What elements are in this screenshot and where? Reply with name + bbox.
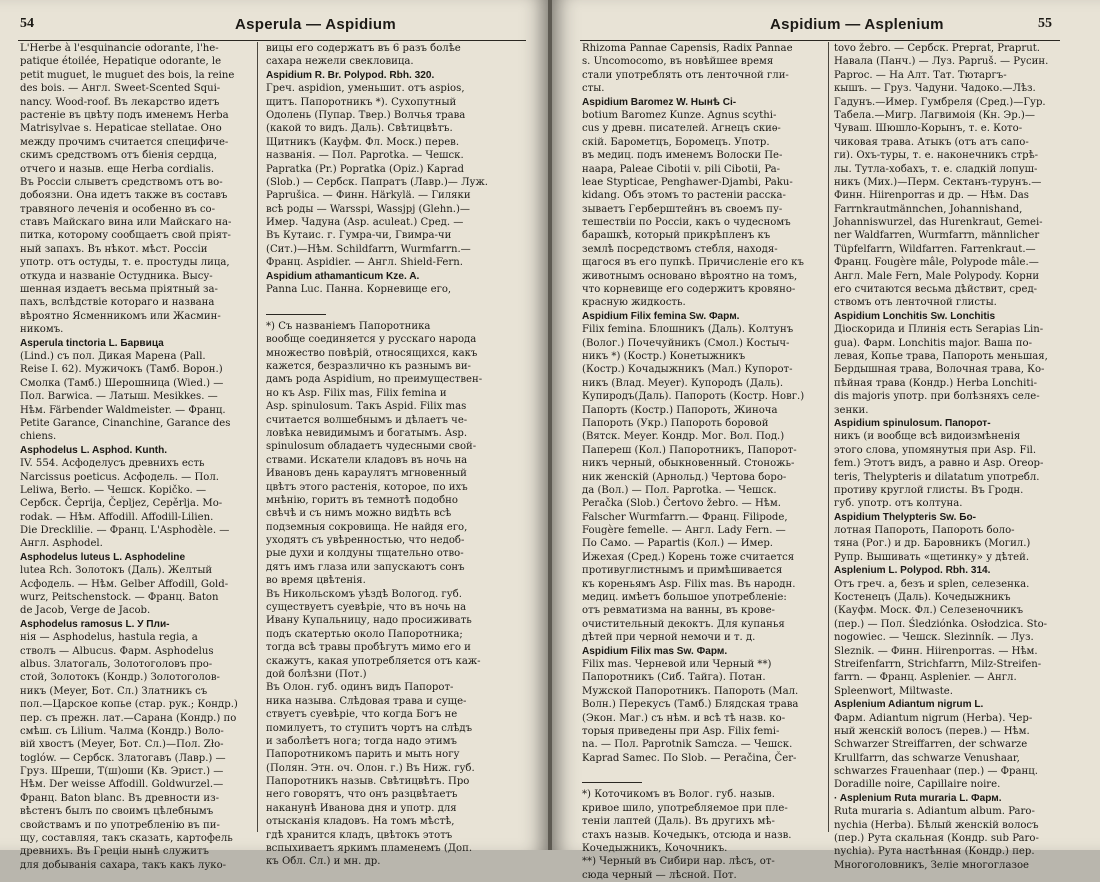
text-line: шенная издаетъ весьма пріятный за- (20, 284, 218, 296)
text-line: никъ (и вообще всѣ видоизмѣненія (834, 431, 1021, 443)
text-column-2 (834, 42, 1068, 872)
text-line: вспыхиваетъ яркимъ пламенемъ (Доп. (266, 843, 473, 855)
text-line: Ивану Купальницу, надо просиживать (266, 615, 472, 627)
text-line: ствомъ отъ ленточной глисты. (834, 297, 997, 309)
text-line: между прочимъ считается специфиче- (20, 136, 229, 148)
text-line: (Волог.) Почечуйникъ (Смол.) Костыч- (582, 337, 790, 349)
text-line: na. — Пол. Paprotnik Samcza. — Чешск. (582, 739, 793, 751)
text-line: Въ Никольскомъ уѣздѣ Вологод. губ. (266, 588, 462, 600)
text-line: *) Съ названіемъ Папоротника (266, 320, 431, 332)
text-line: (Экон. Маг.) съ нѣм. и всѣ тѣ назв. ко- (582, 712, 786, 724)
text-line: откуда и названіе Остудника. Высу- (20, 270, 213, 282)
page-header (552, 16, 1100, 36)
text-line: Въ Россіи слыветъ средствомъ отъ во- (20, 176, 223, 188)
text-line: Діоскорида и Плинія есть Serapias Lin- (834, 324, 1044, 336)
text-line: L'Herbe à l'esquinancie odorante, l'he- (20, 43, 219, 54)
text-line: къ кореньямъ Asp. Filix mas. Въ народн. (582, 578, 796, 590)
text-line: (Slob.) — Сербск. Папратъ (Лавр.)— Луж. (266, 176, 488, 188)
text-line: de Jacob, Verge de Jacob. (20, 605, 151, 617)
text-line: Rhizoma Pannae Capensis, Radix Pannae (582, 43, 793, 54)
text-line: вій хвостъ (Meyer, Бот. Сл.)—Пол. Zło- (20, 739, 224, 751)
text-line: тогда всѣ травы пробѣгутъ мимо его и (266, 642, 471, 654)
text-line: растеніе въ цвѣту подъ именемъ Herba (20, 109, 229, 121)
text-line: Отъ греч. а, безъ и splen, селезенка. (834, 578, 1030, 590)
text-line: землѣ посредствомъ стебля, находя- (582, 243, 778, 255)
text-line: барашкѣ, который прикрѣпленъ къ (582, 230, 771, 242)
text-line: Нѣм. Der weisse Affodill. Goldwurzel.— (20, 779, 224, 791)
text-line: рые духи и колдуны тщательно отво- (266, 548, 464, 560)
entry-heading-line: Aspidium R. Br. Polypod. Rbh. 320. (266, 69, 435, 81)
text-line: Ивановъ день караулятъ мгновенный (266, 468, 467, 480)
text-line: Сербск. Čepriја, Čepljez, Cepěrlja. Mo- (20, 498, 223, 510)
entry-heading-line: Asperula tinctoria L. Барвица (20, 337, 164, 349)
text-line: торыя приведены при Asp. Filix femi- (582, 725, 780, 737)
text-line: зываетъ Герберштейнъ въ своемъ пу- (582, 203, 783, 215)
text-line: Франц. Fougère mâle, Polypode mâle.— (834, 257, 1039, 269)
column-divider (828, 42, 829, 832)
text-line: Греч. aspidion, уменьшит. отъ aspios, (266, 83, 465, 95)
text-line: вицы его содержатъ въ 6 разъ болѣе (266, 43, 461, 54)
text-line: s. Uncomocomo, въ новѣйшее время (582, 56, 774, 68)
text-line: Tüpfelfarrn, Wildfarren. Farrenkraut.— (834, 243, 1036, 255)
text-line: petit muguet, le muguet des bois, la reine (20, 69, 235, 81)
text-line: множество повѣрій, относящихся, какъ (266, 347, 478, 359)
text-line: пахъ, вслѣдствіе котораго и названа (20, 297, 215, 309)
text-line: IV. 554. Асфоделусъ древнихъ есть (20, 458, 205, 470)
text-line: дѣтей при черной немочи и т. д. (582, 632, 756, 644)
text-line: Panna Luc. Панна. Корневище его, (266, 284, 452, 296)
text-line: Schwarzer Streiffarren, der schwarze (834, 739, 1028, 751)
text-line: botium Baromez Kunze. Agnus scythi- (582, 109, 777, 121)
text-line: gua). Фарм. Lonchitis major. Ваша по- (834, 337, 1032, 349)
text-line: ги). Охъ-туры, т. е. наконечникъ стрѣ- (834, 150, 1039, 162)
text-line: ствуетъ суевѣріе, что когда Богъ не (266, 709, 458, 721)
entry-heading-line: Aspidium Baromez W. Нынѣ Ci- (582, 96, 737, 108)
text-line: мнѣнію, горитъ въ темнотѣ подобно (266, 494, 458, 506)
text-line: для добыванія сахара, такъ какъ луко- (20, 859, 227, 871)
text-line: nancy. Wood-roof. Въ лекарство идетъ (20, 96, 220, 108)
text-line: Мужской Папоротникъ. Папороть (Мал. (582, 685, 799, 697)
text-line: нія — Asphodelus, hastula regia, a (20, 632, 198, 644)
text-line: отысканія кладовъ. На томъ мѣстѣ, (266, 816, 455, 828)
text-line: дамъ рода Aspidium, но преимуществен- (266, 374, 483, 386)
text-line: nogowiec. — Чешск. Slezinník. — Луз. (834, 632, 1034, 644)
text-line: сюда черный — лѣсной. Пот. (582, 869, 737, 881)
text-line: красную жидкость. (582, 297, 686, 309)
text-line: дятъ имъ глаза или запускаютъ сонъ (266, 561, 465, 573)
text-column-1 (582, 42, 820, 882)
running-title: Aspidium — Asplenium (770, 16, 944, 33)
text-line: (Сит.)—Нѣм. Schildfarrn, Wurmfarrn.— (266, 243, 471, 255)
text-line: никъ (Влад. Meyer). Купородъ (Даль). (582, 377, 784, 389)
header-rule (580, 40, 1060, 41)
text-line: него говорятъ, что онъ разцвѣтаетъ (266, 789, 458, 801)
text-line: вѣстенъ былъ по своимъ цѣлебнымъ (20, 806, 214, 818)
text-line: левая, Копье трава, Папороть меньшая, (834, 350, 1048, 362)
text-line: (пер.) Рута скальная (Кондр. sub Paro- (834, 833, 1039, 845)
text-line: да (Вол.) — Пол. Paprotka. — Чешск. (582, 484, 777, 496)
text-line: скимъ средствомъ отъ біенія сердца, (20, 150, 218, 162)
text-line: пер. съ прежн. лат.—Сарана (Кондр.) по (20, 712, 237, 724)
text-line: (Полян. Этн. оч. Олон. г.) Въ Ниж. губ. (266, 762, 475, 774)
text-line: Папоротникъ (Сиб. Тайга). Потан. (582, 672, 766, 684)
text-line: Asp. spinulosum. Такъ Aspid. Filix mas (266, 401, 467, 413)
text-line: Doradille noire, Capillaire noire. (834, 779, 1001, 791)
text-line: Одолень (Пупар. Твер.) Волчья трава (266, 109, 466, 121)
text-line: никомъ. (20, 324, 64, 336)
text-line: (Lind.) съ пол. Дикая Марена (Pall. (20, 350, 206, 362)
text-line: Petite Garance, Cinanchine, Garance des (20, 417, 231, 429)
text-line: toglów. — Сербск. Златогавъ (Лавр.) — (20, 752, 226, 764)
entry-heading-line: Asphodelus luteus L. Asphodeline (20, 551, 186, 563)
text-line (582, 765, 820, 778)
text-line: стали употреблять отъ ленточной гли- (582, 69, 789, 81)
text-line: теніи лаптей (Даль). Въ другихъ мѣ- (582, 816, 775, 828)
text-line: пол.—Царское копье (стар. рук.; Кондр.) (20, 699, 238, 711)
text-line: Имер. Чадуна (Asp. aculeat.) Сред. — (266, 217, 464, 229)
text-line: тешествіи по Россіи, какъ о чудесномъ (582, 217, 791, 229)
text-line: стахъ назыв. Кочедыкъ, отсюда и назв. (582, 829, 792, 841)
text-line: *) Коточикомъ въ Волог. губ. назыв. (582, 789, 775, 801)
text-line: Filix mas. Черневой или Черный **) (582, 658, 772, 670)
text-line: Peračka (Slob.) Čertovo žebro. — Нѣм. (582, 498, 781, 510)
text-line: Франц. Aspidier. — Англ. Shield-Fern. (266, 257, 463, 269)
text-line: des bois. — Англ. Sweet-Scented Squi- (20, 83, 221, 95)
text-line: Въ Олон. губ. одинъ видъ Папорот- (266, 682, 454, 694)
text-line: лотная Папороть, Папороть боло- (834, 525, 1015, 537)
text-line: отчего и назыв. еще Herba cordialis. (20, 163, 215, 175)
text-line: Sleznik. — Финн. Hiirenporras. — Нѣм. (834, 645, 1038, 657)
text-line: Die Drecklilie. — Франц. L'Asphodèle. — (20, 525, 230, 537)
text-line: spinulosum обладаетъ чудесными свой- (266, 441, 477, 453)
text-line: ника называ. Слѣдовая трава и суще- (266, 695, 467, 707)
text-line: dis majoris употр. при болѣзняхъ селе- (834, 391, 1040, 403)
text-line: кажется, безразлично къ разнымъ ви- (266, 360, 471, 372)
text-line: Paprušica. — Финн. Härkylä. — Гиляки (266, 190, 471, 202)
text-line: сахара нежели свекловица. (266, 56, 414, 68)
text-line: вообще соединяется у русскаго народа (266, 334, 477, 346)
left-page (0, 0, 548, 871)
text-line: въ медиц. подъ именемъ Волоски Пе- (582, 150, 783, 162)
text-line: fem.) Этотъ видъ, а равно и Asp. Oreop- (834, 458, 1044, 470)
text-line: Табела.—Мигр. Лагвимоія (Кн. Эр.)— (834, 109, 1035, 121)
text-line: никъ черный, обыкновенный. Стоножь- (582, 458, 795, 470)
text-line: cus у древн. писателей. Агнецъ скиѳ- (582, 123, 781, 135)
text-line: Волн.) Перекусъ (Тамб.) Блядская трава (582, 699, 799, 711)
text-line: Костенецъ (Даль). Кочедыжникъ (834, 592, 1011, 604)
text-line: Бердышная трава, Волочная трава, Ко- (834, 364, 1045, 376)
text-line: питка, которому сообщаетъ свой пріят- (20, 230, 231, 242)
text-line: Streifenfarrn, Strichfarrn, Milz-Streifen- (834, 658, 1042, 670)
text-line: Въ Кутаис. г. Гумра-чи, Гвимра-чи (266, 230, 452, 242)
text-line: Нѣм. Färbender Waldmeister. — Франц. (20, 404, 226, 416)
text-line: (пер.) — Пол. Śledziónka. Osłodzica. Sto- (834, 618, 1048, 630)
text-line: кышъ. — Груз. Чадуни. Чадоко.—Лѣз. (834, 83, 1036, 95)
text-line: ловѣка невидимымъ и богатымъ. Asp. (266, 427, 468, 439)
text-line: wurz, Peitschenstock. — Франц. Baton (20, 592, 219, 604)
text-line: скій. Барометцъ, Боромецъ. Употр. (582, 136, 770, 148)
text-line: Kaprad Samec. По Slob. — Peračina, Čer- (582, 752, 797, 764)
text-line: смѣш. съ Lilium. Чалма (Кондр.) Воло- (20, 725, 224, 737)
text-line: отъ ревматизма на ванны, въ крове- (582, 605, 775, 617)
text-column-2 (266, 42, 514, 869)
text-line: ствами. Искатели кладовъ въ ночь на (266, 454, 468, 466)
text-line: щагося въ его пупкѣ. Причисленіе его къ (582, 257, 804, 269)
entry-heading-line: Aspidium athamanticum Kze. A. (266, 270, 420, 282)
text-line: свойствамъ и по употребленію въ пи- (20, 819, 220, 831)
page-header (0, 16, 548, 36)
text-line: Filix femina. Блошникъ (Даль). Колтунъ (582, 324, 794, 336)
text-line: Reise I. 62). Мужичокъ (Тамб. Ворон.) (20, 364, 223, 376)
text-line: Spleenwort, Miltwaste. (834, 685, 953, 697)
text-line: никъ (Meyer, Бот. Сл.) Златникъ съ (20, 685, 208, 697)
footnote-rule (266, 314, 326, 315)
text-line: чиковая трава. Атыкъ (отъ атъ сапо- (834, 136, 1029, 148)
text-line: его считаются весьма дѣйствит, сред- (834, 284, 1038, 296)
text-line: ный женскій волосъ (перев.) — Нѣм. (834, 725, 1030, 737)
text-line: наара, Paleae Cibotii v. pili Cibotii, Pa- (582, 163, 781, 175)
text-line: вѣроятно Ясменникомъ или Жасмин- (20, 310, 221, 322)
text-line: Ижехая (Сред.) Корень тоже считается (582, 551, 795, 563)
text-line: щу, составляя, такъ сказать, картофель (20, 833, 233, 845)
text-line: ник женскій (Арнольд.) Чертова боро- (582, 471, 787, 483)
text-line: цвѣтъ этого растенія, которое, по ихъ (266, 481, 468, 493)
page-number: 55 (1038, 16, 1052, 31)
text-line: стой, Золотокъ (Кондр.) Золотоголов- (20, 672, 220, 684)
text-line: Англ. Asphodel. (20, 538, 103, 550)
text-line: (Костр.) Кочадыжникъ (Мал.) Купорот- (582, 364, 793, 376)
text-line: Щитникъ (Кауфм. Фл. Моск.) перев. (266, 136, 460, 148)
right-page (552, 0, 1100, 881)
text-line: Кочедыжникъ, Кочочникъ. (582, 843, 728, 855)
text-line: Ruta muraria s. Adiantum album. Paro- (834, 806, 1035, 818)
text-line: во время цвѣтенія. (266, 575, 366, 587)
text-line: Johanniswurzel, das Hurenkraut, Gemei- (834, 217, 1043, 229)
text-line: зенки. (834, 404, 869, 416)
text-line: Гадунъ.—Имер. Гумбреля (Сред.)—Гур. (834, 96, 1046, 108)
text-line: Папорть (Костр.) Папороть, Жиноча (582, 404, 778, 416)
entry-heading-line: Aspidium Thelypteris Sw. Бо- (834, 511, 977, 523)
text-line: противу круглой глисты. Въ Гродн. (834, 484, 1024, 496)
text-line: Leliwa, Berło. — Чешск. Kopičko. — (20, 484, 207, 496)
text-line: Папоротникомъ парить и мыть ногу (266, 749, 460, 761)
text-line: существуетъ суевѣріе, что въ ночь на (266, 602, 467, 614)
text-line: считается волшебнымъ и дѣлаетъ че- (266, 414, 468, 426)
text-line: Fougère femelle. — Англ. Lady Fern. — (582, 525, 786, 537)
text-line: Narcissus poeticus. Асфодель. — Пол. (20, 471, 219, 483)
text-line: Папоротникъ назыв. Свѣтицвѣтъ. Про (266, 776, 470, 788)
entry-heading-line: · Asplenium Ruta muraria L. Фарм. (834, 792, 1002, 804)
text-line: противуглистнымъ и примѣшивается (582, 565, 783, 577)
text-line: kidang. Объ этомъ то растеніи расска- (582, 190, 786, 202)
text-line: ный запахъ. Въ нѣкот. мѣст. Россіи (20, 243, 208, 255)
text-line: Многоголовникъ, Зеліе многоглазое (834, 859, 1030, 871)
text-line: наканунѣ Иванова дня и употр. для (266, 802, 457, 814)
text-line: Папереш (Кол.) Папоротникъ, Папорот- (582, 444, 797, 456)
footnote-rule (582, 782, 642, 783)
text-line: сты. (582, 83, 605, 95)
text-line: Фарм. Adiantum nigrum (Herba). Чер- (834, 712, 1033, 724)
text-line: щитъ. Папоротникъ *). Сухопутный (266, 96, 457, 108)
text-line: медиц. имѣетъ большое употребленіе: (582, 592, 787, 604)
text-line: пѣйная трава (Кондр.) Herba Lonchiti- (834, 377, 1038, 389)
header-rule (18, 40, 526, 41)
text-line: lutea Rch. Золотокъ (Даль). Желтый (20, 565, 213, 577)
text-line: farrn. — Франц. Asplenier. — Англ. (834, 672, 1017, 684)
text-line: Пол. Barwica. — Латыш. Mesikkes. — (20, 391, 218, 403)
text-line: Рупр. Вышивать «щетинку» у дѣтей. (834, 551, 1030, 563)
entry-heading-line: Aspidium spinulosum. Папорот- (834, 417, 991, 429)
column-divider (257, 42, 258, 832)
text-line: leae Stypticae, Penghawer-Djambi, Paku- (582, 176, 793, 188)
text-line: teris, Thelypteris и dilatatum употребл. (834, 471, 1040, 483)
text-line: но къ Asp. Filix mas, Filix femina и (266, 387, 447, 399)
text-line: Англ. Male Fern, Male Polypody. Корни (834, 270, 1040, 282)
text-line: что корневище его содержитъ кровяно- (582, 284, 796, 296)
text-line: Чуваш. Шюшло-Корынъ, т. е. Кото- (834, 123, 1023, 135)
text-line: Falscher Wurmfarrn.— Франц. Filipode, (582, 511, 788, 523)
text-line: albus. Златогаль, Золотоголовъ про- (20, 658, 213, 670)
text-line: chiens. (20, 431, 57, 443)
text-line (266, 296, 514, 309)
text-line: подъ скатертью около Папоротника; (266, 628, 463, 640)
text-column-1 (20, 42, 252, 872)
entry-heading-line: Aspidium Filix femina Sw. Фарм. (582, 310, 740, 322)
text-line: дой болѣзни (Пот.) (266, 668, 367, 680)
text-line: По Само. — Papartis (Кол.) — Имер. (582, 538, 774, 550)
text-line: Смолка (Тамб.) Шерошница (Wied.) — (20, 377, 224, 389)
text-line: подземныя сокровища. Не найдя его, (266, 521, 468, 533)
text-line: никъ *) (Костр.) Конетыжникъ (582, 350, 746, 362)
text-line: травяного леченія и особенно въ со- (20, 203, 216, 215)
text-line: schwarzes Frauenhaar (пер.) — Франц. (834, 766, 1038, 778)
text-line: всѣ роды — Warsspi, Wassjpj (Glehn.)— (266, 203, 470, 215)
entry-heading-line: Asphodelus L. Asphod. Kunth. (20, 444, 168, 456)
text-line: rodak. — Нѣм. Affodill. Affodill-Lilien. (20, 511, 214, 523)
entry-heading-line: Asplenium Adiantum nigrum L. (834, 699, 984, 711)
text-line: помилуетъ, то ступитъ чортъ на слѣдъ (266, 722, 473, 734)
text-line: (какой то видъ. Даль). Свѣтицвѣтъ. (266, 123, 453, 135)
text-line: древнихъ. Въ Греціи нынѣ служитъ (20, 846, 209, 858)
text-line: никъ (Мих.)—Перм. Сектанъ-турунъ.— (834, 176, 1042, 188)
text-line: **) Черный въ Сибири нар. лѣсъ, от- (582, 856, 775, 868)
text-line: Papratka (Pr.) Popratka (Opiz.) Kaprad (266, 163, 464, 175)
entry-heading-line: Asphodelus ramosus L. У Пли- (20, 618, 170, 630)
text-line: къ Обл. Сл.) и мн. др. (266, 856, 381, 868)
text-line: уходятъ съ увѣренностью, что недоб- (266, 535, 465, 547)
entry-heading-line: Asplenium L. Polypod. Rbh. 314. (834, 565, 991, 577)
text-line: ставъ Майскаго вина или Майскаго на- (20, 217, 232, 229)
text-line: названія. — Пол. Paprotka. — Чешск. (266, 150, 464, 162)
text-line: Франц. Baton blanc. Въ древности из- (20, 792, 220, 804)
text-line: добоязни. Она идетъ также въ составъ (20, 190, 228, 202)
text-line: тяна (Pог.) и др. Баровникъ (Могил.) (834, 538, 1031, 550)
text-line: гдѣ хранится кладъ, цвѣтокъ этотъ (266, 829, 453, 841)
text-line: ner Waldfarren, Wurmfarrn, männlicher (834, 230, 1040, 242)
text-line: Асфодель. — Нѣм. Gelber Affodill, Gold- (20, 578, 229, 590)
text-line: кривое шило, употребляемое при пле- (582, 802, 788, 814)
text-line: Папороть (Укр.) Папороть боровой (582, 417, 769, 429)
page-number: 54 (20, 16, 34, 31)
text-line: Matrisylvae s. Hepaticae stellatae. Оно (20, 123, 222, 135)
text-line: patique étoilée, Hepatique odorante, le (20, 56, 222, 68)
text-line: свѣчѣ и съ нимъ можно видѣть всѣ (266, 508, 452, 520)
text-line: Farrnkrautmännchen, Johannishand, (834, 203, 1023, 215)
text-line: Финн. Hiirenporras и др. — Нѣм. Das (834, 190, 1029, 202)
text-line: животнымъ основано вѣроятно на томъ, (582, 270, 798, 282)
entry-heading-line: Aspidium Lonchitis Sw. Lonchitis (834, 310, 996, 322)
text-line: и заболѣетъ нога; тогда надо этимъ (266, 735, 457, 747)
entry-heading-line: Aspidium Filix mas Sw. Фарм. (582, 645, 728, 657)
text-line: Груз. Шреши, Т(ш)оши (Кв. Эрист.) — (20, 766, 224, 778)
text-line: (Вятск. Meyer. Кондр. Мог. Вол. Под.) (582, 431, 785, 443)
text-line: Paproc. — На Алт. Тат. Тютаргъ- (834, 69, 1007, 81)
text-line: употр. отъ остуды, т. е. простуды лица, (20, 257, 230, 269)
text-line: nychia (Herba). Бѣлый женскій волосъ (834, 819, 1039, 831)
text-line: скажутъ, какая употребляется отъ каж- (266, 655, 481, 667)
text-line: очистительный декоктъ. Для купанья (582, 618, 785, 630)
text-line: этого слова, упомянутыя при Asp. Fil. (834, 444, 1037, 456)
text-line: Купиродъ(Даль). Папороть (Костр. Новг.) (582, 391, 805, 403)
text-line: губ. употр. отъ колтуна. (834, 498, 963, 510)
text-line: Навала (Панч.) — Луз. Papruš. — Русин. (834, 56, 1049, 68)
text-line: стволъ — Albucus. Фарм. Asphodelus (20, 645, 214, 657)
text-line: (Кауфм. Моск. Фл.) Селезеночникъ (834, 605, 1024, 617)
running-title: Asperula — Aspidium (235, 16, 397, 33)
text-line: лы. Тутла-хобахъ, т. е. сладкій лопуш- (834, 163, 1038, 175)
text-line: Krullfarrn, das schwarze Venushaar, (834, 752, 1020, 764)
text-line: nychia). Рута настѣнная (Кондр.) пер. (834, 846, 1035, 858)
text-line: tovo žebro. — Сербск. Preprat, Praprut. (834, 43, 1040, 54)
